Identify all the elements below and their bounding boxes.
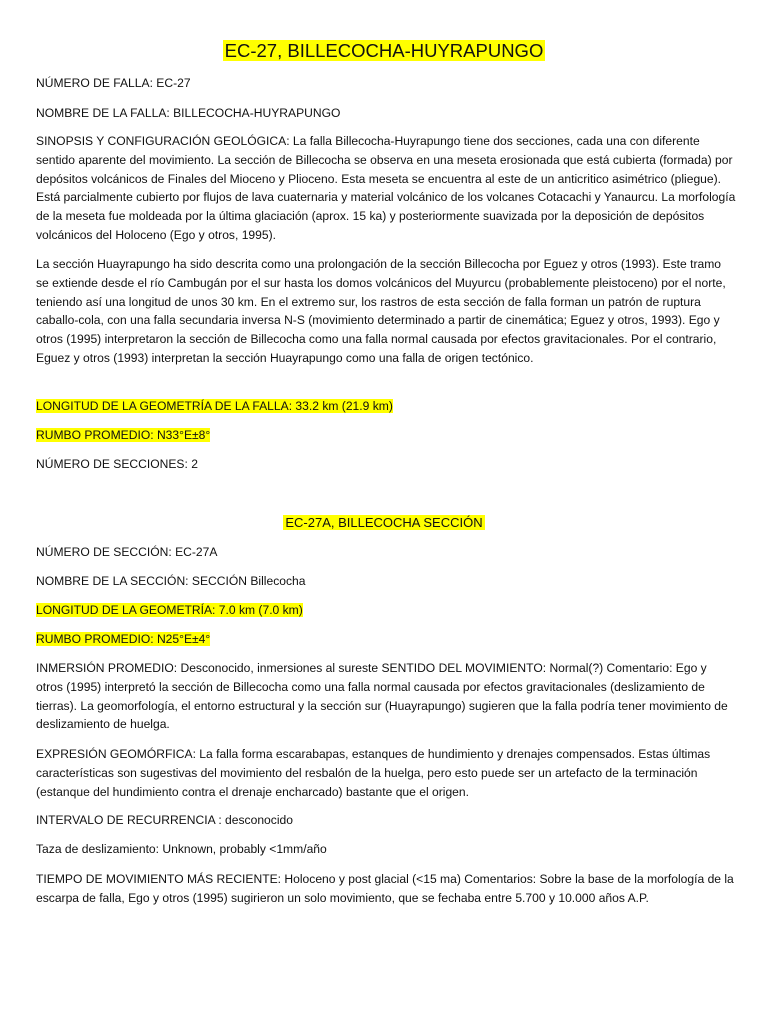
dip-paragraph: INMERSIÓN PROMEDIO: Desconocido, inmersiones al sureste SENTIDO DEL MOVIMIENTO: Normal(?) Comentario: Ego y otros (1995) interpretó la sección de Billecocha como una falla normal causada por efectos gravitacionales (deslizamiento de tierras). La geomorfología, el entorno estructural y la sección sur (Huayrapungo) sugieren que la falla podría tener movimiento de deslizamiento de huelga. — [36, 661, 728, 732]
section-strike-text: RUMBO PROMEDIO: N25°E±4° — [36, 632, 211, 646]
huayrapungo-paragraph: La sección Huayrapungo ha sido descrita como una prolongación de la sección Billecocha por Eguez y otros (1993). Este tramo se extiende desde el río Cambugán por el sur hasta los domos volcánicos del Muyurcu (probablemente pleistoceno) por el norte, teniendo así una longitud de unos 30 km. En el extremo sur, los rastros de esta sección de falla forman un patrón de ruptura caballo-cola, con una falla secundaria inversa N-S (movimiento determinado a partir de cinemática; Eguez y otros, 1993). Ego y otros (1995) interpretaron la sección de Billecocha como una falla normal causada por efectos gravitacionales. Por el contrario, Eguez y otros (1993) interpretan la sección Huayrapungo como una falla de origen tectónico. — [36, 257, 726, 365]
section-length — [36, 601, 736, 620]
sections-count: NÚMERO DE SECCIONES: 2 — [36, 457, 198, 471]
section-length-text: LONGITUD DE LA GEOMETRÍA: 7.0 km (7.0 km) — [36, 603, 303, 617]
slip-rate: Taza de deslizamiento: Unknown, probably <1mm/año — [36, 842, 327, 856]
section-strike — [36, 630, 736, 649]
recurrence-interval: INTERVALO DE RECURRENCIA : desconocido — [36, 813, 293, 827]
synopsis-paragraph: SINOPSIS Y CONFIGURACIÓN GEOLÓGICA: La falla Billecocha-Huyrapungo tiene dos secciones, cada una con diferente sentido aparente del movimiento. La sección de Billecocha se observa en una meseta erosionada que está cubierta (formada) por depósitos volcánicos de Finales del Mioceno y Plioceno. Esta meseta se encuentra al este de un anticritico asimétrico (pliegue). Está parcialmente cubierto por flujos de lava cuaternaria y material volcánico de los volcanes Cotacachi y Yanaurcu. La morfología de la meseta fue moldeada por la última glaciación (aprox. 15 ka) y posteriormente suavizada por la deposición de depósitos volcánicos del Holoceno (Ego y otros, 1995). — [36, 134, 736, 242]
section-number: NÚMERO DE SECCIÓN: EC-27A — [36, 545, 218, 559]
geomorphic-expression-paragraph: EXPRESIÓN GEOMÓRFICA: La falla forma escarabapas, estanques de hundimiento y drenajes compensados. Estas últimas características son sugestivas del movimiento del resbalón de la huelga, pero esto puede ser un artefacto de la terminación (estanque del hundimiento contra el drenaje encharcado) bastante que el origen. — [36, 747, 711, 799]
recent-movement-paragraph: TIEMPO DE MOVIMIENTO MÁS RECIENTE: Holoceno y post glacial (<15 ma) Comentarios: Sobre la base de la morfología de la escarpa de falla, Ego y otros (1995) sugirieron un solo movimiento, que se fechaba entre 5.700 y 10.000 años A.P. — [36, 872, 734, 905]
fault-length-text: LONGITUD DE LA GEOMETRÍA DE LA FALLA: 33.2 km (21.9 km) — [36, 399, 393, 413]
document-title — [0, 40, 768, 62]
fault-length — [36, 397, 736, 416]
section-title-text: EC-27A, BILLECOCHA SECCIÓN — [285, 515, 483, 530]
section-title — [0, 514, 768, 532]
fault-strike — [36, 426, 736, 445]
section-name: NOMBRE DE LA SECCIÓN: SECCIÓN Billecocha — [36, 574, 306, 588]
document-title-text: EC-27, BILLECOCHA-HUYRAPUNGO — [224, 40, 544, 61]
fault-strike-text: RUMBO PROMEDIO: N33°E±8° — [36, 428, 211, 442]
fault-name: NOMBRE DE LA FALLA: BILLECOCHA-HUYRAPUNGO — [36, 106, 341, 120]
fault-number: NÚMERO DE FALLA: EC-27 — [36, 76, 191, 90]
